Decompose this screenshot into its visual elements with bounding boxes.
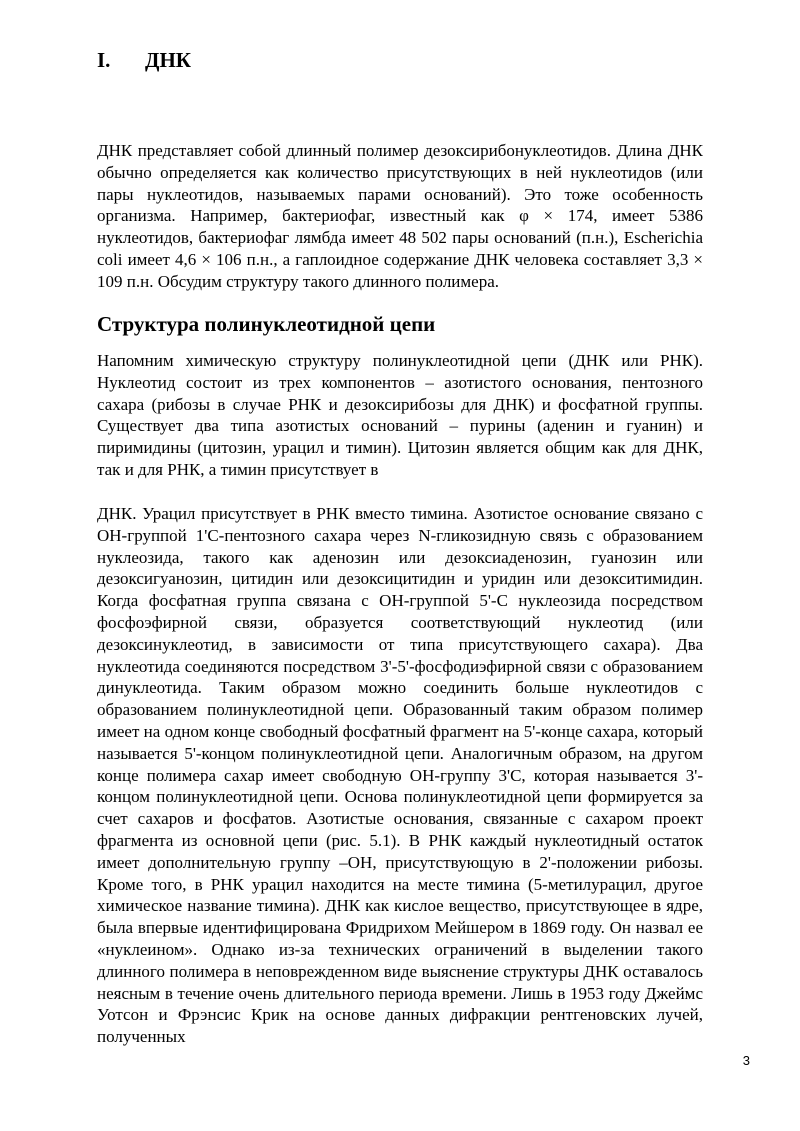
structure-paragraph-2: ДНК. Урацил присутствует в РНК вместо тимина. Азотистое основание связано с ОН-группой 1'С-пентозного сахара через N-гликозидную связь с образованием нуклеозида, такого как аденозин или дезоксиаденозин, гуанозин или дезоксигуанозин, цитидин или дезоксицитидин и уридин или дезокситимидин. Когда фосфатная группа связана с ОН-группой 5'-С нуклеозида посредством фосфоэфирной связи, образуется соответствующий нуклеотид (или дезоксинуклеотид, в зависимости от типа присутствующего сахара). Два нуклеотида соединяются посредством 3'-5'-фосфодиэфирной связи с образованием динуклеотида. Таким образом можно соединить больше нуклеотидов с образованием полинуклеотидной цепи. Образованный таким образом полимер имеет на одном конце свободный фосфатный фрагмент на 5'-конце сахара, который называется 5'-концом полинуклеотидной цепи. Аналогичным образом, на другом конце полимера сахар имеет свободную ОН-группу 3'С, которая называется 3'-концом полинуклеотидной цепи. Основа полинуклеотидной цепи формируется за счет сахаров и фосфатов. Азотистые основания, связанные с сахаром проект фрагмента из основной цепи (рис. 5.1). В РНК каждый нуклеотидный остаток имеет дополнительную группу –ОН, присутствующую в 2'-положении рибозы. Кроме того, в РНК урацил находится на месте тимина (5-метилурацил, другое химическое название тимина). ДНК как кислое вещество, присутствующее в ядре, была впервые идентифицирована Фридрихом Мейшером в 1869 году. Он назвал ее «нуклеином». Однако из-за технических ограничений в выделении такого длинного полимера в неповрежденном виде выяснение структуры ДНК оставалось неясным в течение очень длительного периода времени. Лишь в 1953 году Джеймс Уотсон и Фрэнсис Крик на основе данных дифракции рентгеновских лучей, полученных — [97, 504, 703, 1047]
intro-paragraph: ДНК представляет собой длинный полимер дезоксирибонуклеотидов. Длина ДНК обычно определяется как количество присутствующих в ней нуклеотидов (или пары нуклеотидов, называемых парами оснований). Это тоже особенность организма. Например, бактериофаг, известный как φ × 174, имеет 5386 нуклеотидов, бактериофаг лямбда имеет 48 502 пары оснований (п.н.), Escherichia coli имеет 4,6 × 106 п.н., а гаплоидное содержание ДНК человека составляет 3,3 × 109 п.н. Обсудим структуру такого длинного полимера. — [97, 141, 703, 291]
chapter-heading — [97, 46, 191, 74]
chapter-title: ДНК — [145, 48, 192, 72]
page-number: 3 — [742, 1053, 750, 1068]
chapter-number: I. — [97, 48, 111, 72]
structure-paragraph-1: Напомним химическую структуру полинуклеотидной цепи (ДНК или РНК). Нуклеотид состоит из трех компонентов – азотистого основания, пентозного сахара (рибозы в случае РНК и дезоксирибозы для ДНК) и фосфатной группы. Существует два типа азотистых оснований – пурины (аденин и гуанин) и пиримидины (цитозин, урацил и тимин). Цитозин является общим как для ДНК, так и для РНК, а тимин присутствует в — [97, 351, 703, 479]
section-heading: Структура полинуклеотидной цепи — [97, 312, 436, 336]
